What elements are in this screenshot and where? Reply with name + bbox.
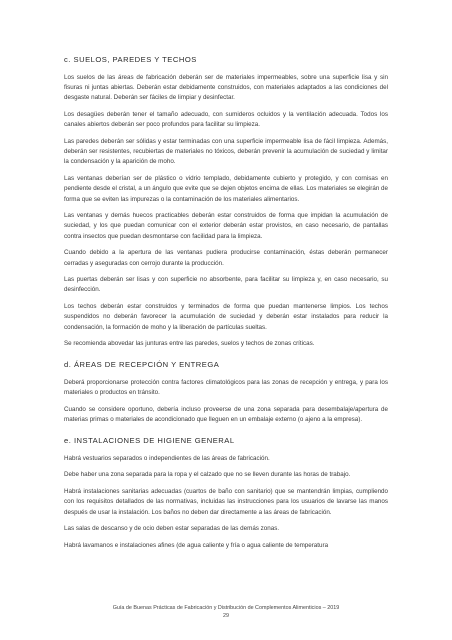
footer-title: Guía de Buenas Prácticas de Fabricación y Distribución de Complementos Alimenticios – 2019 [112, 605, 340, 611]
section-heading: d. ÁREAS DE RECEPCIÓN Y ENTREGA [64, 359, 220, 369]
paragraph: Los suelos de las áreas de fabricación deberán ser de materiales impermeables, sobre una superficie lisa y sin fisuras ni juntas abiertas. Deberán estar debidamente construidos, con materiales adaptados a las condiciones del desgaste natural. Deberán ser fáciles de limpiar y desinfectar. [64, 74, 388, 102]
paragraph: Las salas de descanso y de ocio deben estar separadas de las demás zonas. [64, 525, 280, 533]
paragraph: Los techos deberán estar construidos y terminados de forma que puedan mantenerse limpios. Los techos suspendidos no deberán favorecer la acumulación de suciedad y deberán estar instalados para reducir la condensación, la formación de moho y la liberación de partículas sueltas. [64, 303, 388, 331]
paragraph: Cuando se considere oportuno, debería incluso proveerse de una zona separada para desembalaje/apertura de materias primas o materiales de acondicionado que lleguen en un embalaje externo (o ajeno a la empresa). [64, 405, 388, 424]
paragraph: Las puertas deberán ser lisas y con superficie no absorbente, para facilitar su limpieza y, en caso necesario, su desinfección. [64, 276, 388, 294]
paragraph: Los desagües deberán tener el tamaño adecuado, con sumideros ocluidos y la ventilación adecuada. Todos los canales abiertos deberán ser poco profundos para facilitar su limpieza. [64, 111, 388, 129]
section-instalaciones-higiene [64, 436, 388, 551]
paragraph: Las paredes deberán ser sólidas y estar terminadas con una superficie impermeable lisa de fácil limpieza. Además, deberán ser resistentes, recubiertas de materiales no tóxicos, deberán prevenir la acumulación de suciedad y limitar la condensación y la aparición de moho. [64, 138, 388, 166]
paragraph: Habrá lavamanos e instalaciones afines (de agua caliente y fría o agua caliente de temperatura [64, 542, 329, 549]
page-content [64, 55, 388, 558]
paragraph: Las ventanas y demás huecos practicables deberán estar construidos de forma que impidan la acumulación de suciedad, y los que puedan comunicar con el exterior deberán estar provistos, en caso necesario, de pantallas contra insectos que puedan desmontarse con facilidad para la limpieza. [64, 212, 388, 240]
section-heading: e. INSTALACIONES DE HIGIENE GENERAL [64, 435, 235, 445]
section-suelos-paredes-techos [64, 55, 388, 349]
section-areas-recepcion-entrega [64, 360, 388, 425]
page-footer [0, 604, 452, 620]
paragraph: Las ventanas deberían ser de plástico o vidrio templado, debidamente cubierto y protegido, y con cornisas en pendiente desde el cristal, a un ángulo que evite que se dejen objetos encima de ellas. Los materiales se elegirán de forma que se eviten las impurezas o la contaminación de los materiales alimentarios. [64, 175, 388, 203]
paragraph: Debe haber una zona separada para la ropa y el calzado que no se lleven durante las horas de trabajo. [64, 471, 351, 479]
paragraph: Habrá vestuarios separados o independientes de las áreas de fabricación. [64, 454, 270, 462]
section-heading: c. SUELOS, PAREDES Y TECHOS [64, 55, 197, 64]
paragraph: Cuando debido a la apertura de las ventanas pudiera producirse contaminación, éstas deberán permanecer cerradas y aseguradas con cerrojo durante la producción. [64, 249, 388, 267]
page-number: 29 [223, 613, 229, 619]
paragraph: Habrá instalaciones sanitarias adecuadas (cuartos de baño con sanitario) que se mantendrán limpias, cumpliendo con los requisitos detallados de las normativas, incluidas las instrucciones para los usuarios de lavarse las manos después de usar la instalación. Los baños no deben dar directamente a las áreas de fabricación. [64, 488, 388, 516]
paragraph: Se recomienda abovedar las junturas entre las paredes, suelos y techos de zonas críticas. [64, 340, 315, 348]
paragraph: Deberá proporcionarse protección contra factores climatológicos para las zonas de recepción y entrega, y para los materiales o productos en tránsito. [64, 378, 388, 397]
